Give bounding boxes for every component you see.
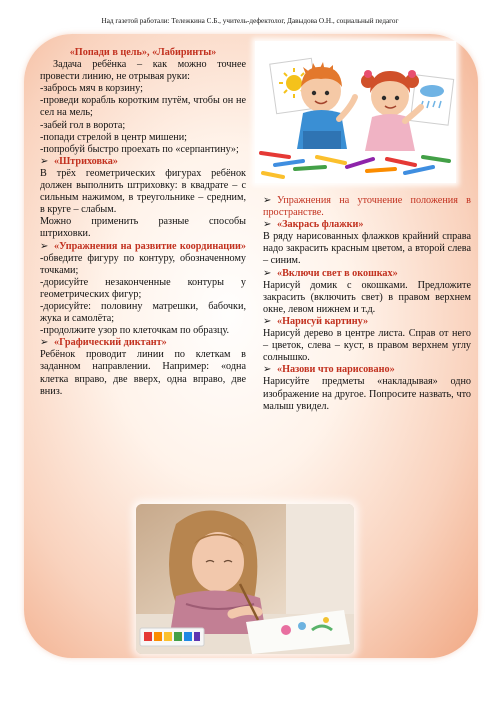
arrow-bullet-icon: ➢ [263,195,272,206]
list-item: -забей гол в ворота; [40,119,126,131]
list-item: -попробуй быстро проехать по «серпантину»; [40,143,239,155]
left-column [40,47,246,398]
page-header-credits: Над газетой работали: Тележкина С.Б., учитель-дефектолог, Давыдова О.Н., социальный педагог [101,17,399,25]
dictation-text: Ребёнок проводит линии по клеткам в заданном направлении. Например: «одна клетка вправо, две вверх, одна вправо, две вниз. [40,349,246,397]
shading-note: Можно применить разные способы штриховки. [40,216,246,240]
arrow-bullet-icon: ➢ [263,315,272,327]
crayons [261,153,449,177]
arrow-bullet-icon: ➢ [40,337,49,349]
heading-light-windows: ➢ «Включи свет в окошках» [263,267,398,279]
arrow-bullet-icon: ➢ [263,219,272,231]
list-item: -дорисуйте: половину матрешки, бабочки, жука и самолёта; [40,300,246,325]
list-item: -проведи корабль коротким путём, чтобы он не сел на мель; [40,95,246,119]
heading-target-labyrinths: «Попади в цель», «Лабиринты» [69,47,217,58]
heading-graphic-dictation: ➢ «Графический диктант» [40,337,167,349]
list-item: -обведите фигуру по контуру, обозначенному точками; [40,252,246,276]
windows-text: Нарисуй домик с окошками. Предложите закрасить (включить свет) в правом верхнем окне, левом нижнем и т.д. [263,279,471,315]
heading-space-orientation: ➢ Упражнения на уточнение положения в пространстве. [263,195,471,219]
arrow-bullet-icon: ➢ [40,155,49,167]
heading-shading: ➢ «Штриховка» [40,155,118,167]
girl-painting-photo [136,504,354,654]
shading-text: В трёх геометрических фигурах ребёнок должен выполнить штриховку: в квадрате – с сильным нажимом, в треугольнике – средним, в круге – слабым. [40,167,246,216]
arrow-bullet-icon: ➢ [40,240,49,252]
picture-text: Нарисуй дерево в центре листа. Справ от него – цветок, слева – куст, в правом верхнем углу солнышко. [263,328,471,364]
list-item: -продолжите узор по клеточкам по образцу. [40,325,230,337]
name-text: Нарисуйте предметы «накладывая» одно изображение на другое. Попросите назвать, что малыш увидел. [263,376,471,412]
list-item: -дорисуйте незаконченные контуры у геометрических фигур; [40,276,246,300]
flags-text: В ряду нарисованных флажков крайний справа надо закрасить красным цветом, а второй слева – синим. [263,231,471,267]
heading-draw-picture: ➢ «Нарисуй картину» [263,315,369,327]
task-intro-text: Задача ребёнка – как можно точнее провести линию, не отрывая руки: [40,59,246,83]
right-column [263,195,471,413]
heading-name-drawn: ➢ «Назови что нарисовано» [263,364,395,376]
arrow-bullet-icon: ➢ [263,267,272,279]
list-item: -забрось мяч в корзину; [40,83,143,95]
kids-drawing-illustration [255,41,456,183]
heading-coordination: ➢ «Упражнения на развитие координации» [40,240,246,252]
list-item: -попади стрелой в центр мишени; [40,131,187,143]
heading-color-flags: ➢ «Закрась флажки» [263,219,364,231]
arrow-bullet-icon: ➢ [263,364,272,376]
